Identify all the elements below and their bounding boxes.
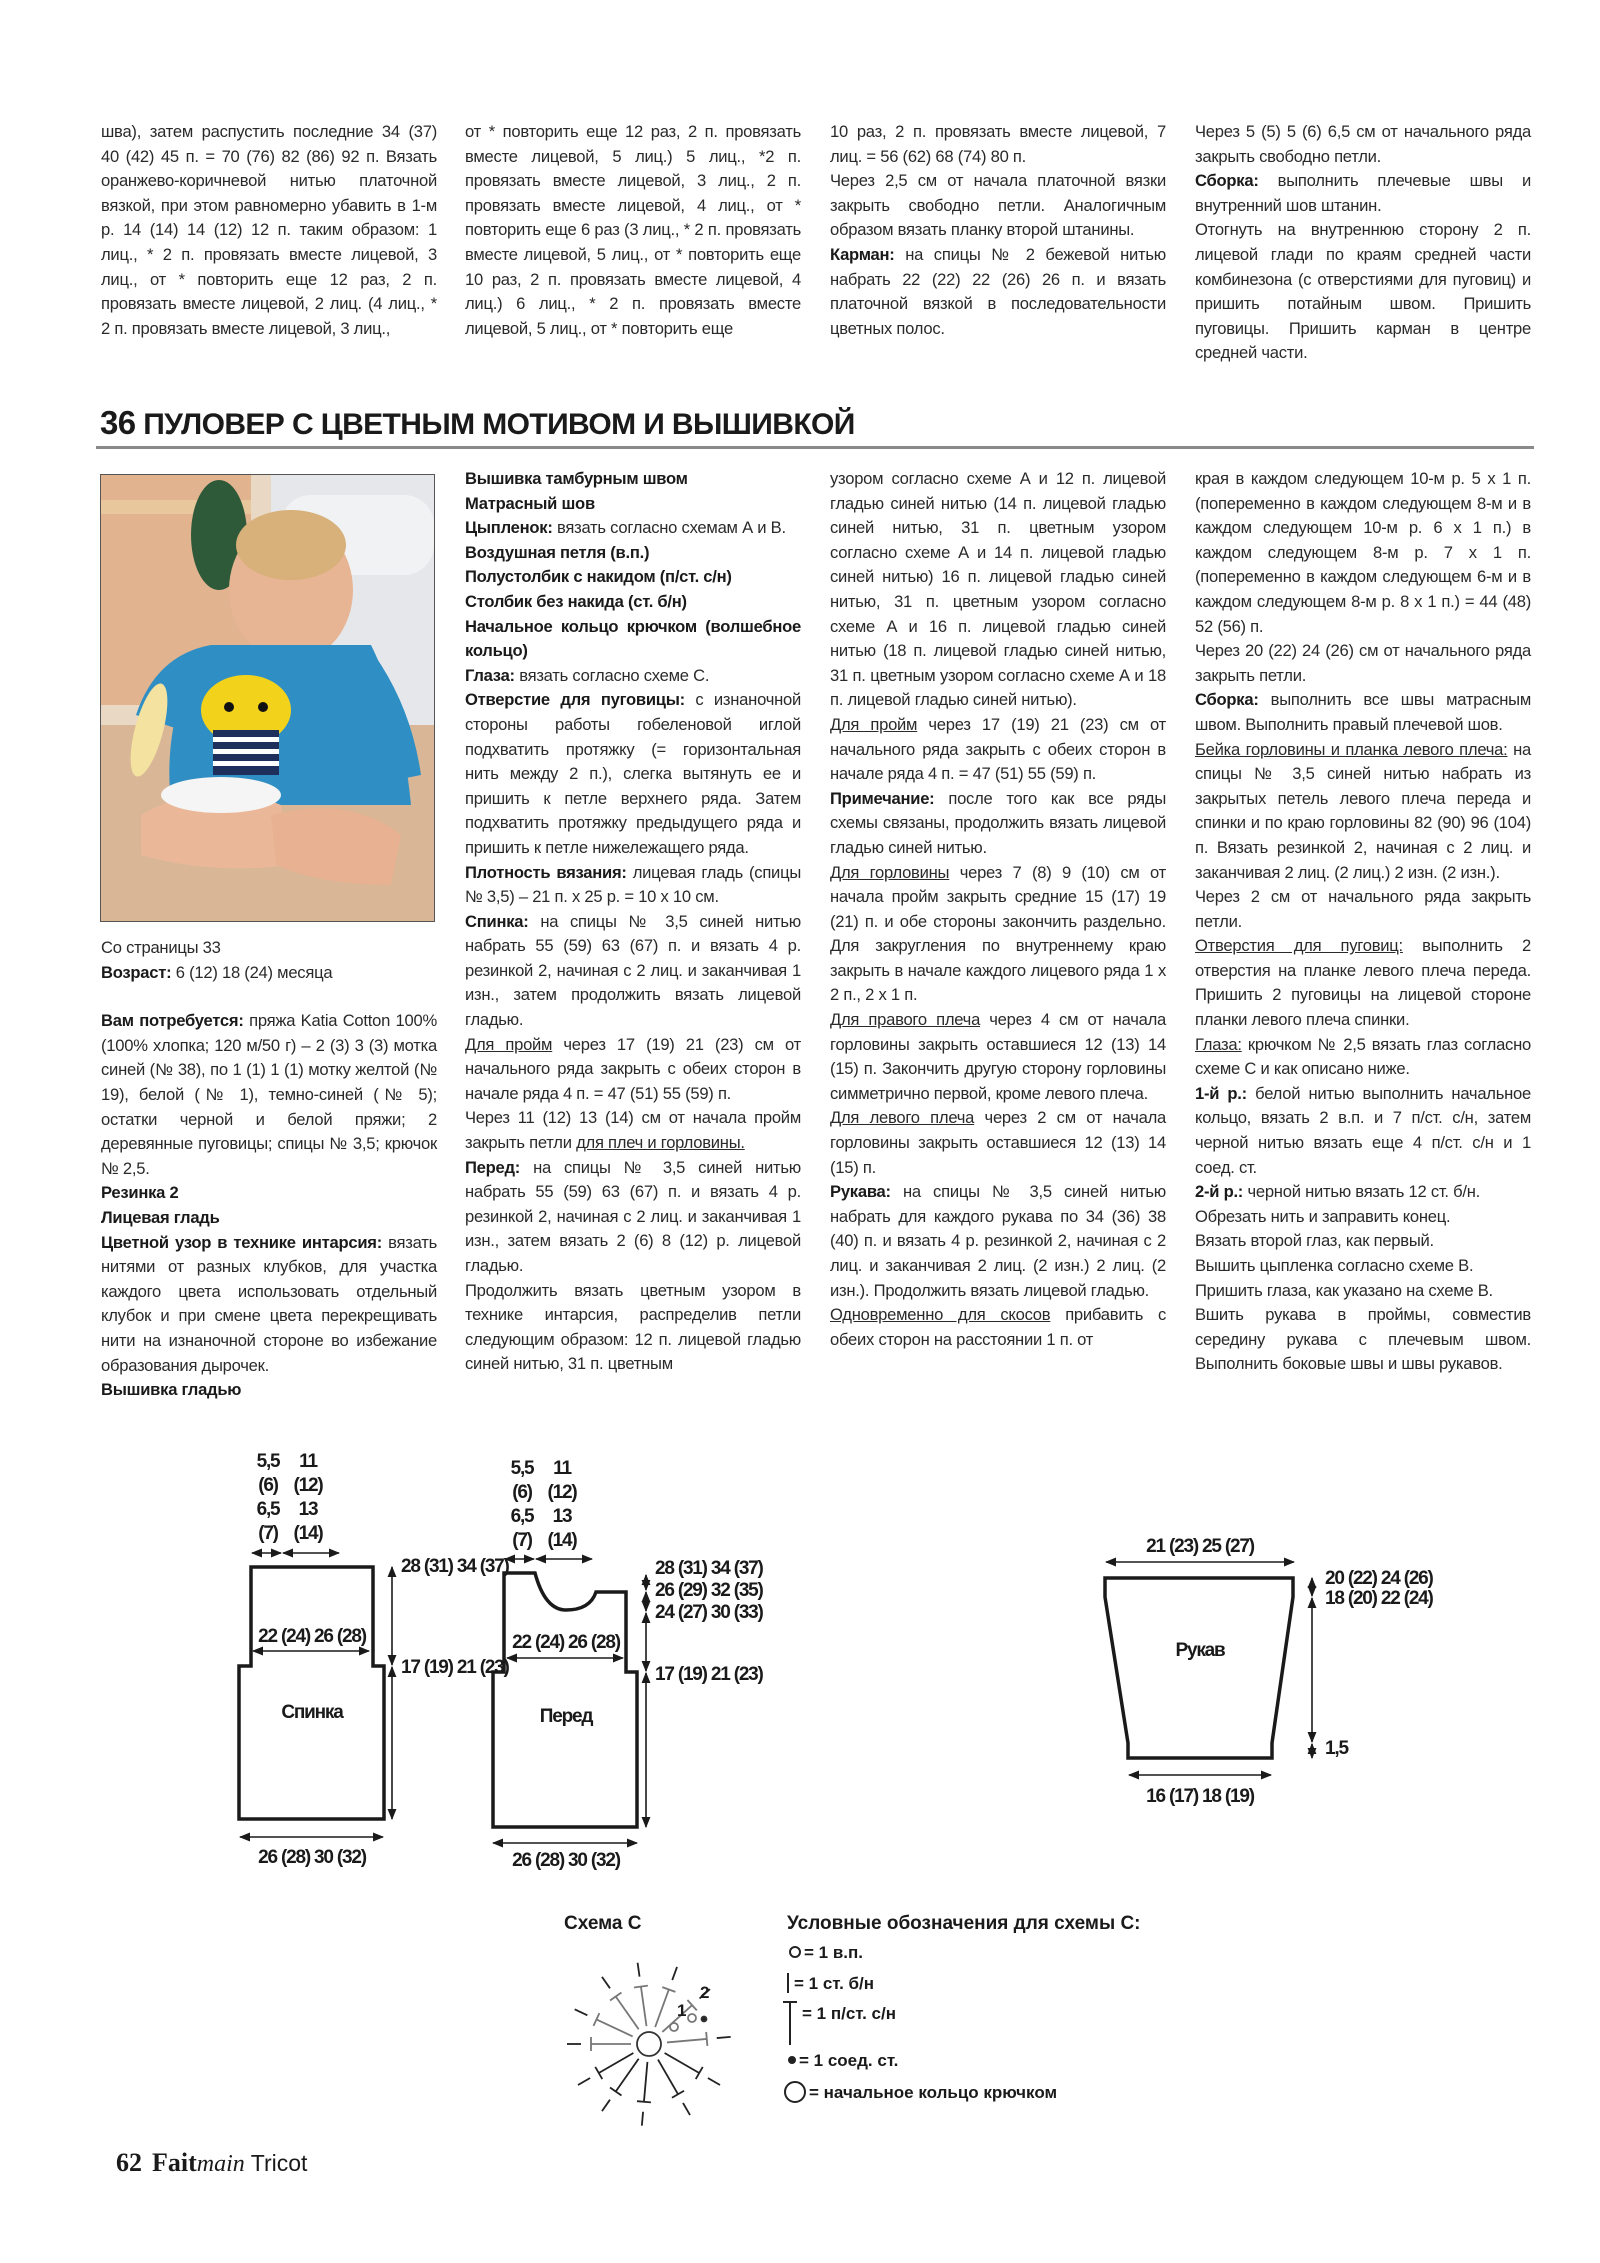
top-column-2 — [465, 120, 801, 341]
body-text: шва), затем распустить последние 34 (37) 40 (42) 45 п. = 70 (76) 82 (86) 92 п. Вязать оранжево-коричневой нитью платочной вязкой, при этом равномерно убавить в 1-м р. 14 (14) 14 (12) 12 п. таким образом: 1 лиц., * 2 п. провязать вместе лицевой, 3 лиц., от * повторить еще 12 раз, 2 п. провязать вместе лицевой, 2 лиц. (4 лиц., * 2 п. провязать вместе лицевой, 3 лиц., — [101, 122, 437, 338]
back-neck-label: (12) — [293, 1475, 323, 1496]
front-neck-right-label: 26 (29) 32 (35) — [655, 1580, 763, 1601]
body-text: через 2 см от начала горловины закрыть оставшиеся 12 (13) 14 (15) п. — [830, 1108, 1166, 1177]
single-crochet-mark — [602, 2100, 610, 2111]
back-width-label: 26 (28) 30 (32) — [258, 1847, 366, 1868]
bold-heading: Спинка: — [465, 911, 529, 931]
paragraph — [465, 1033, 801, 1107]
half-double-crochet-mark — [667, 2039, 707, 2042]
body-text: Продолжить вязать цветным узором в технике интарсия, распределив петли следующим образом: 12 п. лицевой гладью синей нитью, 31 п. цветным — [465, 1280, 801, 1374]
title-divider — [96, 446, 1534, 449]
paragraph — [465, 1156, 801, 1279]
body-text: от * повторить еще 12 раз, 2 п. провязать вместе лицевой, 5 лиц.) 5 лиц., *2 п. провязать вместе лицевой, 3 лиц., 2 п. провязать вместе лицевой, 4 лиц., от * повторить еще 6 раз (3 лиц., * 2 п. провязать вместе лицевой, 5 лиц., от * повторить еще 10 раз, 2 п. провязать вместе лицевой, 4 лиц.) 6 лиц., * 2 п. провязать вместе лицевой, 5 лиц., от * повторить еще — [465, 122, 801, 338]
bold-heading: Отверстие для пуговицы: — [465, 690, 685, 710]
paragraph — [101, 936, 437, 961]
single-crochet-mark — [683, 2103, 690, 2115]
body-text: вязать нитями от разных клубков, для участка каждого цвета использовать отдельный клубок и при смене цвета перекрещивать нити на изнаночной стороне во избежание образования дырочек. — [101, 1232, 437, 1375]
baby-sweater-photo — [100, 474, 435, 922]
legend-item-slip-stitch: = 1 соед. ст. — [799, 2051, 899, 2070]
front-outline — [493, 1573, 637, 1827]
main-column-2 — [465, 467, 801, 1377]
paragraph — [465, 590, 801, 615]
front-height-label: 28 (31) 34 (37) — [655, 1558, 763, 1579]
body-text: лицевая гладь (спицы № 3,5) – 21 п. x 25 р. = 10 x 10 см. — [465, 862, 802, 907]
page-number: 62 — [116, 2148, 142, 2177]
body-text: края в каждом следующем 10-м р. 5 x 1 п. (попеременно в каждом следующем 8-м и в каждом следующем 10-м р. 6 x 1 п.) в каждом следующем 8-м р. 7 x 1 п. (попеременно в каждом следующем 6-м и в каждом следующем 8-м р. 8 x 1 п.) = 44 (48) 52 (56) п. — [1195, 469, 1531, 636]
paragraph — [1195, 218, 1531, 366]
body-text: на спицы № 3,5 синей нитью набрать 55 (59) 63 (67) п. и вязать 4 р. резинкой 2, начиная с 2 лиц. и заканчивая 1 изн., затем вязать 2 (6) 8 (12) р. лицевой гладью. — [465, 1157, 801, 1275]
bold-heading: 2-й р.: — [1195, 1182, 1244, 1202]
paragraph — [465, 615, 801, 664]
body-text: вязать согласно схемам А и В. — [552, 518, 786, 538]
main-column-1 — [101, 936, 437, 1403]
paragraph — [1195, 1303, 1531, 1377]
half-double-crochet-mark — [655, 1989, 669, 2027]
single-crochet-mark — [700, 1989, 710, 1998]
page-footer — [116, 2148, 307, 2178]
paragraph — [830, 169, 1166, 243]
paragraph — [465, 910, 801, 1033]
legend-item-magic-ring: = начальное кольцо крючком — [809, 2083, 1058, 2102]
underlined-subheading: Отверстия для пуговиц: — [1195, 936, 1403, 956]
chain-stitch-mark — [688, 2014, 696, 2022]
half-double-crochet-top — [696, 2067, 703, 2079]
paragraph — [101, 120, 437, 341]
body-text: Отогнуть на внутреннюю сторону 2 п. лицевой глади по краям средней части комбинезона (с отверстиями для пуговиц) и пришить потайным швом. Пришить пуговицы. Пришить карман в центре средней части. — [1195, 220, 1531, 363]
front-neck-label: 13 — [552, 1506, 572, 1527]
paragraph — [1195, 1279, 1531, 1304]
paragraph — [830, 120, 1166, 169]
paragraph — [465, 1279, 801, 1377]
paragraph — [1195, 885, 1531, 934]
underlined-subheading: Для пройм — [465, 1034, 553, 1054]
body-text: выполнить плечевые швы и внутренний шов штанин. — [1195, 171, 1531, 215]
paragraph — [830, 467, 1166, 713]
legend-item-single-crochet: = 1 ст. б/н — [794, 1974, 875, 1993]
front-shoulder-label: 6,5 — [510, 1506, 534, 1527]
front-neck-label: 11 — [553, 1458, 571, 1479]
paragraph — [1195, 1082, 1531, 1180]
paragraph — [830, 243, 1166, 341]
bold-heading: Сборка: — [1195, 690, 1259, 710]
half-double-crochet-top — [610, 2087, 621, 2095]
half-double-crochet-mark — [662, 2005, 692, 2032]
body-text: выполнить 2 отверстия на планке левого плеча переда. Пришить 2 пуговицы на лицевой стороне планки левого плеча спинки. — [1195, 936, 1531, 1030]
front-neck-label: (14) — [547, 1530, 577, 1551]
half-double-crochet-top — [610, 1992, 621, 2000]
paragraph — [465, 861, 801, 910]
pattern-number: 36 — [100, 404, 136, 441]
body-text: на спицы № 3,5 синей нитью набрать из закрытых петель левого плеча переда и спинки и по краю горловины 82 (90) 96 (104) п. Вязать резинкой 2, начиная с 2 лиц. и заканчивая 2 лиц. (2 лиц.) 2 изн. (2 изн.). — [1195, 739, 1531, 882]
single-crochet-mark — [672, 1967, 677, 1980]
back-height-label: 28 (31) 34 (37) — [401, 1556, 509, 1577]
paragraph — [465, 688, 801, 860]
slip-stitch-mark — [702, 2017, 707, 2022]
paragraph — [830, 1106, 1166, 1180]
body-text: через 17 (19) 21 (23) см от начального ряда закрыть с обеих сторон в начале ряда 4 п. = 47 (51) 55 (59) п. — [465, 1034, 801, 1103]
paragraph — [465, 664, 801, 689]
half-double-crochet-mark — [665, 2053, 700, 2073]
sleeve-shaping-label: 18 (20) 22 (24) — [1325, 1588, 1433, 1609]
underlined-subheading: Глаза: — [1195, 1034, 1242, 1054]
underlined-subheading: Одновременно для скосов — [830, 1305, 1051, 1325]
sleeve-bottom-label: 16 (17) 18 (19) — [1146, 1786, 1254, 1807]
paragraph — [101, 1206, 437, 1231]
bold-heading: Рукава: — [830, 1182, 891, 1202]
body-text: на спицы № 3,5 синей нитью набрать для каждого рукава по 34 (36) 38 (40) п. и вязать 4 р. резинкой 2, начиная с 2 лиц. и заканчивая 2 лиц. (2 изн.) 2 лиц. (2 изн.). Продолжить вязать лицевой гладью. — [830, 1182, 1166, 1300]
main-column-4 — [1195, 467, 1531, 1377]
front-chest-label: 22 (24) 26 (28) — [512, 1632, 620, 1653]
half-double-crochet-mark — [641, 1987, 647, 2027]
top-column-1 — [101, 120, 437, 341]
bold-heading: Полустолбик с накидом (п/ст. с/н) — [465, 567, 732, 587]
half-double-crochet-top — [593, 2013, 599, 2026]
front-shoulder-label: 5,5 — [510, 1458, 534, 1479]
half-double-crochet-icon — [783, 2002, 797, 2045]
sleeve-top-label: 21 (23) 25 (27) — [1146, 1536, 1254, 1557]
body-text: после того как все ряды схемы связаны, продолжить вязать лицевой гладью синей нитью. — [830, 788, 1166, 857]
back-piece-label: Спинка — [281, 1702, 343, 1723]
bold-heading: Вышивка гладью — [101, 1380, 242, 1400]
body-text: пряжа Katia Cotton 100% (100% хлопка; 120 м/50 г) – 2 (3) 3 (3) мотка синей (№ 38), по 1 (1) 1 (1) мотку желтой (№ 19), белой (№ 1), темно-синей (№ 5); остатки черной и белой пряжи; 2 деревянные пуговицы; спицы № 3,5; крючок № 2,5. — [101, 1011, 437, 1178]
paragraph — [1195, 738, 1531, 886]
back-neck-label: 13 — [298, 1499, 318, 1520]
paragraph — [1195, 1229, 1531, 1254]
underlined-subheading: Для пройм — [830, 714, 918, 734]
bold-heading: Сборка: — [1195, 171, 1259, 191]
paragraph — [1195, 934, 1531, 1032]
paragraph — [101, 1181, 437, 1206]
single-crochet-mark — [602, 1977, 610, 1988]
bold-heading: Цыпленок: — [465, 518, 553, 538]
back-shoulder-label: (7) — [258, 1523, 278, 1544]
bold-heading: Вышивка тамбурным швом — [465, 469, 688, 488]
slip-stitch-icon — [789, 2057, 795, 2063]
single-crochet-mark — [642, 2112, 643, 2126]
half-double-crochet-mark — [644, 2062, 647, 2102]
paragraph — [1195, 169, 1531, 218]
paragraph — [830, 1180, 1166, 1303]
pattern-title — [100, 404, 855, 442]
single-crochet-mark — [578, 2078, 590, 2085]
legend-item-chain: = 1 в.п. — [804, 1943, 863, 1962]
back-shoulder-label: (6) — [258, 1475, 278, 1496]
magic-ring-icon — [785, 2082, 805, 2102]
back-neck-label: (14) — [293, 1523, 323, 1544]
back-armhole-label: 17 (19) 21 (23) — [401, 1657, 509, 1678]
bold-heading: Столбик без накида (ст. б/н) — [465, 591, 687, 611]
magazine-logo-main: main — [196, 2151, 245, 2177]
back-chest-label: 22 (24) 26 (28) — [258, 1626, 366, 1647]
paragraph — [1195, 1205, 1531, 1230]
bold-heading: Цветной узор в технике интарсия: — [101, 1232, 382, 1252]
single-crochet-mark — [717, 2037, 731, 2038]
half-double-crochet-mark — [658, 2060, 678, 2095]
paragraph — [465, 467, 801, 492]
body-text: Вшить рукава в проймы, совместив середину рукава с плечевым швом. Выполнить боковые швы и швы рукавов. — [1195, 1305, 1531, 1374]
half-double-crochet-mark — [616, 1996, 639, 2029]
paragraph — [101, 1378, 437, 1403]
back-shoulder-label: 5,5 — [256, 1451, 280, 1472]
bold-heading: Воздушная петля (в.п.) — [465, 542, 650, 562]
single-crochet-mark — [708, 2078, 720, 2085]
half-double-crochet-top — [595, 2067, 602, 2079]
front-piece-label: Перед — [539, 1706, 593, 1727]
bold-heading: Глаза: — [465, 665, 515, 685]
chain-stitch-icon — [790, 1947, 800, 1957]
body-text: 6 (12) 18 (24) месяца — [171, 962, 333, 982]
body-text: через 17 (19) 21 (23) см от начального ряда закрыть с обеих сторон в начале ряда 4 п. = 47 (51) 55 (59) п. — [830, 714, 1166, 784]
underlined-subheading: Бейка горловины и планка левого плеча: — [1195, 739, 1508, 759]
single-crochet-mark — [638, 1963, 640, 1977]
paragraph — [101, 1231, 437, 1379]
body-text: через 7 (8) 9 (10) см от начала пройм закрыть средние 15 (17) 19 (21) п. и обе стороны закончить раздельно. Для закругления по внутреннему краю закрыть в начале каждого лицевого ряда 1 x 2 п., 2 x 1 п. — [830, 862, 1166, 1005]
paragraph — [1195, 1180, 1531, 1205]
paragraph — [1195, 688, 1531, 737]
top-column-4 — [1195, 120, 1531, 366]
body-text: на спицы № 2 бежевой нитью набрать 22 (22) 22 (26) 26 п. и вязать платочной вязкой в последовательности цветных полос. — [830, 244, 1166, 338]
front-shoulder-label: (7) — [512, 1530, 532, 1551]
magazine-logo-tricot: Tricot — [250, 2150, 308, 2176]
bold-heading: Лицевая гладь — [101, 1207, 220, 1227]
back-shoulder-label: 6,5 — [256, 1499, 280, 1520]
paragraph — [101, 961, 437, 986]
body-text: Через 11 (12) 13 (14) см от начала пройм закрыть петли — [465, 1108, 801, 1153]
sleeve-outline — [1105, 1578, 1293, 1758]
body-text: узором согласно схеме А и 12 п. лицевой гладью синей нитью (14 п. лицевой гладью синей нитью, 31 п. цветным узором согласно схеме А и 14 п. лицевой гладью синей нитью) 16 п. лицевой гладью синей нитью, 31 п. цветным узором согласно схеме А и 16 п. лицевой гладью синей нитью (18 п. лицевой гладью синей нитью, 31 п. цветным узором согласно схеме А и 18 п. лицевой гладью синей нитью). — [830, 469, 1166, 710]
bold-heading: 1-й р.: — [1195, 1083, 1247, 1103]
paragraph — [465, 1106, 801, 1155]
body-text: вязать согласно схеме С. — [514, 665, 710, 685]
paragraph — [465, 516, 801, 541]
half-double-crochet-top — [637, 2101, 651, 2102]
body-text: белой нитью выполнить начальное кольцо, вязать 2 в.п. и 7 п/ст. с/н, затем черной нитью вязать еще 4 п/ст. с/н и 1 соед. ст. — [1195, 1083, 1532, 1177]
bold-heading: Перед: — [465, 1157, 521, 1177]
body-text: Через 20 (22) 24 (26) см от начального ряда закрыть петли. — [1195, 641, 1531, 685]
body-text: Через 2 см от начального ряда закрыть петли. — [1195, 887, 1531, 931]
underlined-subheading: Для левого плеча — [830, 1108, 975, 1128]
half-double-crochet-top — [672, 2091, 684, 2098]
back-outline — [239, 1567, 384, 1819]
bold-heading: Вам потребуется: — [101, 1011, 244, 1031]
paragraph — [465, 120, 801, 341]
paragraph — [1195, 1254, 1531, 1279]
paragraph — [465, 492, 801, 517]
underlined-subheading: Для горловины — [830, 862, 950, 882]
body-text: Через 5 (5) 5 (6) 6,5 см от начального ряда закрыть свободно петли. — [1195, 122, 1531, 166]
paragraph — [830, 1303, 1166, 1352]
body-text: прибавить с обеих сторон на расстоянии 1 п. от — [830, 1305, 1166, 1349]
paragraph — [1195, 467, 1531, 639]
top-column-3 — [830, 120, 1166, 341]
body-text: Через 2,5 см от начала платочной вязки закрыть свободно петли. Аналогичным образом вязать планку второй штанины. — [830, 171, 1166, 240]
pattern-title-text: ПУЛОВЕР С ЦВЕТНЫМ МОТИВОМ И ВЫШИВКОЙ — [143, 408, 855, 441]
paragraph — [830, 713, 1166, 787]
paragraph — [1195, 120, 1531, 169]
back-neck-label: 11 — [299, 1451, 317, 1472]
body-text: на спицы № 3,5 синей нитью набрать 55 (59) 63 (67) п. и вязать 4 р. резинкой 2, начиная с 2 лиц. и заканчивая 1 изн., затем продолжить вязать лицевой гладью. — [465, 911, 801, 1030]
bold-heading: Карман: — [830, 244, 895, 264]
legend-item-half-double: = 1 п/ст. с/н — [802, 2004, 896, 2023]
body-text: с изнаночной стороны работы гобеленовой иглой подхватить протяжку (= горизонтальная нить между 2 п.), слегка вытянуть ее и пришить к петле верхнего ряда. Затем подхватить протяжку предыдущего ряда и пришить к петле нижележащего ряда. — [465, 690, 801, 857]
half-double-crochet-top — [706, 2032, 707, 2046]
bold-heading: Плотность вязания: — [465, 862, 627, 882]
scheme-c-title: Схема С — [564, 1913, 642, 1934]
paragraph — [465, 541, 801, 566]
paragraph — [830, 787, 1166, 861]
front-neck-label: (12) — [547, 1482, 577, 1503]
magazine-logo-fait: Fait — [152, 2148, 197, 2177]
body-text: Вышить цыпленка согласно схеме В. — [1195, 1256, 1474, 1275]
half-double-crochet-mark — [596, 2019, 632, 2036]
body-text: Со страницы 33 — [101, 938, 221, 957]
bold-heading: Примечание: — [830, 788, 935, 808]
half-double-crochet-mark — [616, 2059, 639, 2092]
bold-heading: Начальное кольцо крючком (волшебное кольцо) — [465, 616, 801, 661]
bold-heading: Возраст: — [101, 962, 172, 982]
paragraph — [830, 861, 1166, 1009]
half-double-crochet-top — [662, 1987, 675, 1992]
body-text: черной нитью вязать 12 ст. б/н. — [1243, 1182, 1480, 1202]
paragraph-spacer — [101, 985, 437, 1009]
row-label-2: 2 — [700, 1983, 710, 2002]
paragraph — [465, 565, 801, 590]
paragraph — [101, 1009, 437, 1181]
front-neck-height-label: 24 (27) 30 (33) — [655, 1602, 763, 1623]
row-label-1: 1 — [677, 2001, 687, 2020]
half-double-crochet-top — [634, 1986, 648, 1988]
paragraph — [1195, 639, 1531, 688]
body-text: Обрезать нить и заправить конец. — [1195, 1206, 1451, 1226]
underlined-subheading: Для правого плеча — [830, 1010, 981, 1030]
body-text: выполнить все швы матрасным швом. Выполнить правый плечевой шов. — [1195, 690, 1531, 734]
sleeve-cuff-label: 1,5 — [1325, 1738, 1348, 1759]
paragraph — [1195, 1033, 1531, 1082]
front-width-label: 26 (28) 30 (32) — [512, 1850, 620, 1871]
body-text: 10 раз, 2 п. провязать вместе лицевой, 7 лиц. = 56 (62) 68 (74) 80 п. — [830, 122, 1166, 166]
paragraph — [830, 1008, 1166, 1106]
body-text: Вязать второй глаз, как первый. — [1195, 1231, 1434, 1251]
half-double-crochet-top — [687, 2000, 696, 2010]
chain-stitch-mark — [670, 2023, 678, 2031]
magic-ring-mark — [637, 2032, 661, 2056]
sleeve-height-label: 20 (22) 24 (26) — [1325, 1568, 1433, 1589]
main-column-3 — [830, 467, 1166, 1352]
half-double-crochet-mark — [599, 2053, 634, 2073]
front-armhole-label: 17 (19) 21 (23) — [655, 1664, 763, 1685]
front-shoulder-label: (6) — [512, 1482, 532, 1503]
scheme-c-chart — [567, 1963, 731, 2126]
body-text: крючком № 2,5 вязать глаз согласно схеме С и как описано ниже. — [1195, 1034, 1531, 1079]
sleeve-piece-label: Рукав — [1175, 1640, 1225, 1661]
bold-heading: Резинка 2 — [101, 1183, 179, 1203]
underlined-subheading: для плеч и горловины. — [576, 1133, 745, 1153]
single-crochet-mark — [575, 2009, 588, 2015]
body-text: Пришить глаза, как указано на схеме В. — [1195, 1280, 1493, 1300]
bold-heading: Матрасный шов — [465, 493, 595, 513]
body-text: через 4 см от начала горловины закрыть оставшиеся 12 (13) 14 (15) п. Закончить другую сторону горловины симметрично первой, кроме левого плеча. — [830, 1010, 1166, 1103]
legend-title: Условные обозначения для схемы С: — [787, 1913, 1141, 1934]
